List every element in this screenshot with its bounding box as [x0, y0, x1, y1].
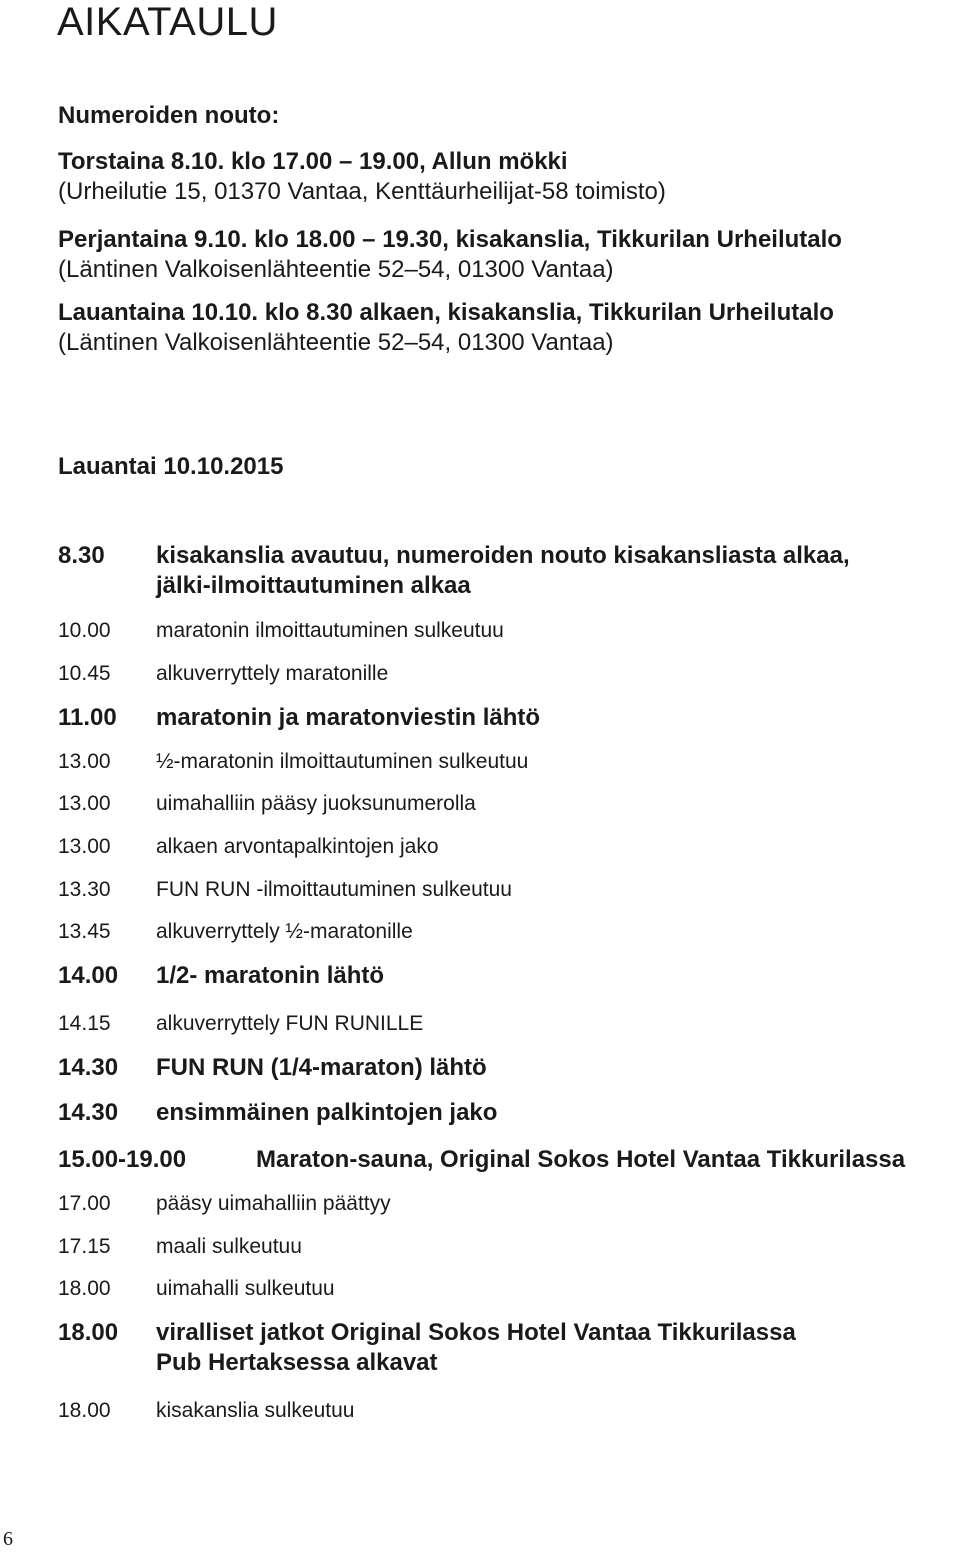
row-text-line: kisakanslia avautuu, numeroiden nouto kisakansliasta alkaa,: [156, 542, 850, 569]
row-time: 11.00: [58, 704, 117, 731]
row-time: 14.30: [58, 1054, 119, 1081]
row-time: 18.00: [58, 1277, 111, 1300]
row-time: 13.30: [58, 878, 111, 901]
row-time: 17.15: [58, 1235, 111, 1258]
row-text: uimahalli sulkeutuu: [156, 1277, 335, 1300]
schedule-heading: Lauantai 10.10.2015: [58, 453, 284, 480]
row-text: 1/2- maratonin lähtö: [156, 962, 385, 989]
row-text: [156, 541, 956, 601]
row-time: 15.00-19.00: [58, 1146, 187, 1173]
row-text: uimahalliin pääsy juoksunumerolla: [156, 792, 476, 815]
page-number: 6: [3, 1528, 13, 1550]
row-time: 18.00: [58, 1399, 111, 1422]
row-time: 14.30: [58, 1099, 119, 1126]
row-time: 13.00: [58, 835, 111, 858]
pickup-address: (Urheilutie 15, 01370 Vantaa, Kenttäurheilijat-58 toimisto): [58, 178, 666, 205]
pickup-item: [58, 298, 834, 358]
pickup-address: (Läntinen Valkoisenlähteentie 52–54, 01300 Vantaa): [58, 329, 614, 356]
row-text: ensimmäinen palkintojen jako: [156, 1099, 498, 1126]
row-text-line: Pub Hertaksessa alkavat: [156, 1349, 438, 1376]
row-text: Maraton-sauna, Original Sokos Hotel Vantaa Tikkurilassa: [256, 1146, 906, 1173]
row-text-line: viralliset jatkot Original Sokos Hotel Vantaa Tikkurilassa: [156, 1319, 796, 1346]
row-time: 18.00: [58, 1319, 119, 1346]
row-time: 8.30: [58, 542, 105, 569]
pickup-address: (Läntinen Valkoisenlähteentie 52–54, 01300 Vantaa): [58, 256, 614, 283]
page-title: AIKATAULU: [57, 0, 278, 44]
row-time: 13.00: [58, 792, 111, 815]
row-time: 14.00: [58, 962, 119, 989]
pickup-when: Lauantaina 10.10. klo 8.30 alkaen, kisakanslia, Tikkurilan Urheilutalo: [58, 299, 834, 326]
row-time: 10.45: [58, 662, 111, 685]
row-time: 17.00: [58, 1192, 111, 1215]
row-text: maali sulkeutuu: [156, 1235, 302, 1258]
row-text: FUN RUN (1/4-maraton) lähtö: [156, 1054, 487, 1081]
row-time: 14.15: [58, 1012, 111, 1035]
row-time: 13.45: [58, 920, 111, 943]
row-text: pääsy uimahalliin päättyy: [156, 1192, 391, 1215]
row-text: alkuverryttely maratonille: [156, 662, 389, 685]
pickup-when: Perjantaina 9.10. klo 18.00 – 19.30, kisakanslia, Tikkurilan Urheilutalo: [58, 226, 842, 253]
row-text: FUN RUN -ilmoittautuminen sulkeutuu: [156, 878, 512, 901]
pickup-item: [58, 225, 842, 285]
row-text: ½-maratonin ilmoittautuminen sulkeutuu: [156, 750, 529, 773]
row-text: alkuverryttely FUN RUNILLE: [156, 1012, 424, 1035]
row-text: alkuverryttely ½-maratonille: [156, 920, 413, 943]
row-time: 13.00: [58, 750, 111, 773]
pickup-when: Torstaina 8.10. klo 17.00 – 19.00, Allun mökki: [58, 148, 568, 175]
row-text: [156, 1318, 956, 1378]
row-text: alkaen arvontapalkintojen jako: [156, 835, 439, 858]
row-text: maratonin ja maratonviestin lähtö: [156, 704, 541, 731]
row-text-line: jälki-ilmoittautuminen alkaa: [156, 572, 471, 599]
row-text: maratonin ilmoittautuminen sulkeutuu: [156, 619, 504, 642]
pickup-item: [58, 147, 666, 207]
row-time: 10.00: [58, 619, 111, 642]
pickup-heading: Numeroiden nouto:: [58, 102, 280, 129]
row-text: kisakanslia sulkeutuu: [156, 1399, 355, 1422]
